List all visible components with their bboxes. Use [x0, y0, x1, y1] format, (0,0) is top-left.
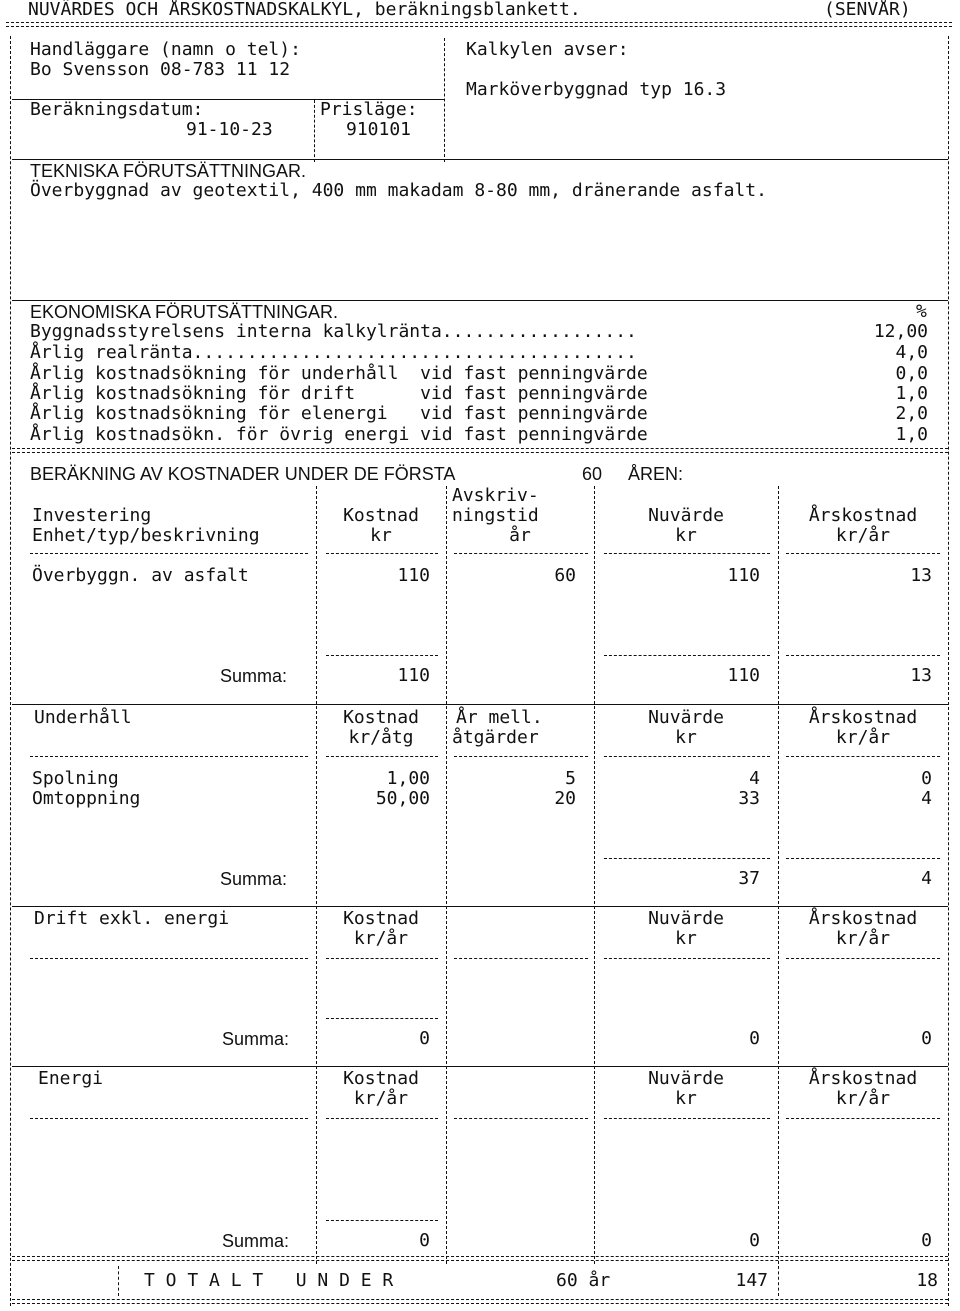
- econ-value: 12,00: [873, 321, 928, 342]
- table-cell: 4: [749, 768, 760, 789]
- npv-unit: kr: [675, 727, 697, 748]
- econ-label: Årlig kostnadsökning för elenergi vid fast penningvärde: [30, 403, 648, 424]
- annual-unit: kr/år: [835, 727, 891, 748]
- life-unit: år: [509, 525, 531, 546]
- rule: [12, 159, 948, 160]
- kalkyl-label: Kalkylen avser:: [466, 39, 629, 60]
- calc-heading: BERÄKNING AV KOSTNADER UNDER DE FÖRSTA: [30, 464, 456, 484]
- kalkyl-value: Marköverbyggnad typ 16.3: [466, 79, 727, 100]
- rule: [326, 553, 438, 554]
- annual-unit: kr/år: [835, 1088, 891, 1109]
- table-row-label: Överbyggn. av asfalt: [32, 565, 249, 586]
- econ-value: 1,0: [895, 383, 928, 404]
- rule: [326, 756, 438, 757]
- rule: [30, 1118, 308, 1119]
- summa-npv: 0: [749, 1028, 760, 1049]
- rule: [786, 756, 940, 757]
- npv-header: Nuvärde: [648, 505, 724, 526]
- table-row-label: Spolning: [32, 768, 119, 789]
- rule: [12, 1066, 948, 1067]
- total-label: T O T A L T U N D E R: [144, 1270, 394, 1291]
- life-header-0: Avskriv-: [452, 485, 539, 506]
- column-divider: [118, 1266, 119, 1296]
- summa-label: Summa:: [222, 1231, 290, 1251]
- rule: [454, 553, 588, 554]
- handlaggare-label: Handläggare (namn o tel):: [30, 39, 301, 60]
- rule: [30, 553, 308, 554]
- table-cell: 4: [921, 788, 932, 809]
- econ-label: Årlig realränta.........................................: [30, 342, 637, 363]
- table-cell: 50,00: [375, 788, 430, 809]
- annual-header: Årskostnad: [808, 1068, 918, 1089]
- table-cell: 20: [554, 788, 576, 809]
- rule: [454, 958, 588, 959]
- form-title: NUVÄRDES OCH ÅRSKOSTNADSKALKYL, beräkningsblankett.: [28, 0, 581, 20]
- econ-value: 4,0: [895, 342, 928, 363]
- datum-divider: [314, 100, 315, 162]
- rule: [454, 756, 588, 757]
- table-cell: 60: [554, 565, 576, 586]
- cost-header: Kostnad: [343, 1068, 419, 1089]
- annual-unit: kr/år: [835, 928, 891, 949]
- double-rule: [12, 1256, 948, 1261]
- annual-header: Årskostnad: [808, 505, 918, 526]
- column-divider: [316, 486, 317, 1264]
- npv-header: Nuvärde: [648, 1068, 724, 1089]
- cost-unit: kr/åtg: [348, 727, 414, 748]
- econ-label: Årlig kostnadsökn. för övrig energi vid fast penningvärde: [30, 424, 648, 445]
- summa-label: Summa:: [220, 869, 288, 889]
- rule: [454, 1118, 588, 1119]
- rule: [604, 858, 770, 859]
- rule: [326, 655, 438, 656]
- prislage-value: 910101: [346, 119, 412, 140]
- economic-heading: EKONOMISKA FÖRUTSÄTTNINGAR.: [30, 302, 339, 322]
- operation-header: Drift exkl. energi: [34, 908, 230, 929]
- table-cell: 13: [910, 565, 932, 586]
- summa-npv: 37: [738, 868, 760, 889]
- table-cell: 1,00: [386, 768, 430, 789]
- npv-header: Nuvärde: [648, 707, 724, 728]
- summa-cost: 0: [419, 1230, 430, 1251]
- summa-cost: 110: [397, 665, 430, 686]
- energy-header: Energi: [38, 1068, 104, 1089]
- npv-unit: kr: [675, 525, 697, 546]
- frame-left: [10, 36, 11, 1306]
- rule: [604, 958, 770, 959]
- calc-years-suffix: ÅREN:: [628, 464, 684, 484]
- rule: [326, 1118, 438, 1119]
- annual-unit: kr/år: [835, 525, 891, 546]
- table-cell: 110: [397, 565, 430, 586]
- rule: [786, 958, 940, 959]
- table-cell: 110: [727, 565, 760, 586]
- rule: [30, 756, 308, 757]
- datum-value: 91-10-23: [186, 119, 273, 140]
- econ-label: Årlig kostnadsökning för underhåll vid fast penningvärde: [30, 363, 648, 384]
- summa-label: Summa:: [222, 1029, 290, 1049]
- summa-annual: 4: [921, 868, 932, 889]
- handlaggare-value: Bo Svensson 08-783 11 12: [30, 59, 291, 80]
- table-cell: 33: [738, 788, 760, 809]
- cost-header: Kostnad: [343, 505, 419, 526]
- cost-header: Kostnad: [343, 908, 419, 929]
- summa-npv: 110: [727, 665, 760, 686]
- column-divider: [778, 1266, 779, 1296]
- total-npv: 147: [735, 1270, 768, 1291]
- econ-value: 2,0: [895, 403, 928, 424]
- cost-unit: kr/år: [353, 1088, 409, 1109]
- table-row-label: Omtoppning: [32, 788, 141, 809]
- percent-unit: %: [916, 301, 927, 322]
- double-rule: [6, 22, 952, 27]
- summa-annual: 13: [910, 665, 932, 686]
- system-name: (SENVÅR): [824, 0, 911, 20]
- technical-heading: TEKNISKA FÖRUTSÄTTNINGAR.: [30, 161, 307, 181]
- investment-header: Investering: [32, 505, 152, 526]
- frame-right: [948, 36, 949, 1306]
- rule: [604, 655, 770, 656]
- summa-annual: 0: [921, 1230, 932, 1251]
- econ-label: Byggnadsstyrelsens interna kalkylränta..................: [30, 321, 637, 342]
- technical-text: Överbyggnad av geotextil, 400 mm makadam 8-80 mm, dränerande asfalt.: [30, 180, 767, 201]
- rule: [786, 553, 940, 554]
- double-rule: [12, 1299, 948, 1304]
- cost-unit: kr: [370, 525, 392, 546]
- npv-unit: kr: [675, 928, 697, 949]
- column-divider: [594, 486, 595, 1264]
- rule: [604, 1118, 770, 1119]
- rule: [786, 1118, 940, 1119]
- investment-subheader: Enhet/typ/beskrivning: [32, 525, 260, 546]
- datum-label: Beräkningsdatum:: [30, 99, 204, 120]
- summa-annual: 0: [921, 1028, 932, 1049]
- annual-header: Årskostnad: [808, 707, 918, 728]
- column-divider: [446, 486, 447, 1264]
- rule: [12, 704, 948, 705]
- rule: [786, 655, 940, 656]
- interval-header: År mell.: [456, 707, 543, 728]
- cost-header: Kostnad: [343, 707, 419, 728]
- econ-value: 0,0: [895, 363, 928, 384]
- econ-value: 1,0: [895, 424, 928, 445]
- life-header-1: ningstid: [452, 505, 539, 526]
- econ-label: Årlig kostnadsökning för drift vid fast penningvärde: [30, 383, 648, 404]
- npv-unit: kr: [675, 1088, 697, 1109]
- summa-cost: 0: [419, 1028, 430, 1049]
- npv-header: Nuvärde: [648, 908, 724, 929]
- rule: [12, 300, 948, 301]
- rule: [604, 756, 770, 757]
- rule: [786, 858, 940, 859]
- maintenance-header: Underhåll: [34, 707, 132, 728]
- total-years: 60 år: [556, 1270, 611, 1291]
- calc-years: 60: [582, 464, 603, 484]
- annual-header: Årskostnad: [808, 908, 918, 929]
- table-cell: 5: [565, 768, 576, 789]
- total-annual: 18: [916, 1270, 938, 1291]
- rule: [12, 906, 948, 907]
- double-rule: [12, 448, 948, 453]
- interval-unit: åtgärder: [452, 727, 539, 748]
- rule: [326, 1220, 438, 1221]
- rule: [326, 958, 438, 959]
- table-cell: 0: [921, 768, 932, 789]
- rule: [326, 1018, 438, 1019]
- summa-label: Summa:: [220, 666, 288, 686]
- column-divider: [778, 486, 779, 1264]
- cost-unit: kr/år: [353, 928, 409, 949]
- rule: [30, 958, 308, 959]
- rule: [604, 553, 770, 554]
- info-divider: [444, 38, 445, 162]
- summa-npv: 0: [749, 1230, 760, 1251]
- prislage-label: Prisläge:: [320, 99, 418, 120]
